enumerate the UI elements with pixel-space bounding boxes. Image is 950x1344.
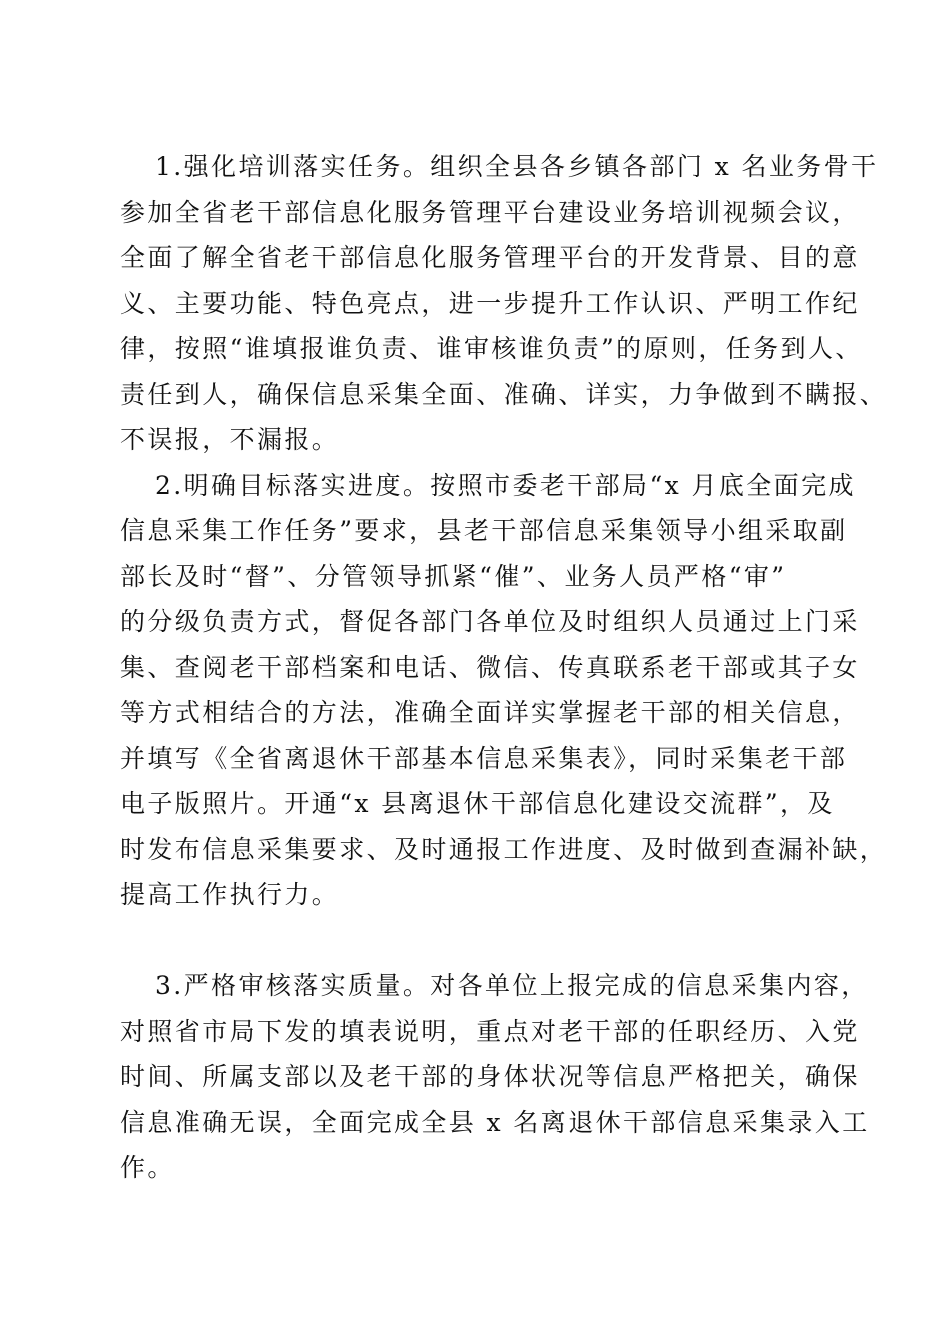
paragraph-line: 时间、所属支部以及老干部的身体状况等信息严格把关，确保	[120, 1062, 860, 1091]
paragraph-line: 集、查阅老干部档案和电话、微信、传真联系老干部或其子女	[120, 652, 860, 682]
paragraph-line	[120, 918, 840, 964]
paragraph-training	[120, 144, 888, 463]
paragraph-line: 3.严格审核落实质量。对各单位上报完成的信息采集内容，	[155, 971, 869, 1000]
paragraph-line: 作。	[120, 1153, 175, 1182]
paragraph-line: 部长及时“督”、分管领导抓紧“催”、业务人员严格“审”	[120, 561, 787, 591]
paragraph-line: 不误报，不漏报。	[120, 425, 340, 454]
paragraph-line: 的分级负责方式，督促各部门各单位及时组织人员通过上门采	[120, 607, 860, 636]
paragraph-progress	[120, 463, 888, 964]
paragraph-line: 1.强化培训落实任务。组织全县各乡镇各部门 x 名业务骨干	[155, 152, 879, 181]
paragraph-line: 律，按照“谁填报谁负责、谁审核谁负责”的原则，任务到人、	[120, 334, 863, 363]
paragraph-line: 信息采集工作任务”要求，县老干部信息采集领导小组采取副	[120, 516, 848, 545]
paragraph-line: 2.明确目标落实进度。按照市委老干部局“x 月底全面完成	[155, 470, 856, 500]
paragraph-line: 全面了解全省老干部信息化服务管理平台的开发背景、目的意	[120, 243, 860, 272]
paragraph-line: 对照省市局下发的填表说明，重点对老干部的任职经历、入党	[120, 1016, 860, 1046]
paragraph-line: 时发布信息采集要求、及时通报工作进度、及时做到查漏补缺，	[120, 834, 888, 864]
paragraph-line: 提高工作执行力。	[120, 880, 340, 909]
document-body	[120, 144, 888, 1191]
paragraph-line: 责任到人，确保信息采集全面、准确、详实，力争做到不瞒报、	[120, 379, 888, 409]
paragraph-line: 义、主要功能、特色亮点，进一步提升工作认识、严明工作纪	[120, 288, 860, 318]
paragraph-line: 电子版照片。开通“x 县离退休干部信息化建设交流群”，及	[120, 789, 835, 818]
paragraph-quality	[120, 963, 870, 1191]
paragraph-line: 参加全省老干部信息化服务管理平台建设业务培训视频会议，	[120, 197, 860, 227]
paragraph-line: 并填写《全省离退休干部基本信息采集表》，同时采集老干部	[120, 743, 848, 773]
paragraph-line: 信息准确无误，全面完成全县 x 名离退休干部信息采集录入工	[120, 1107, 870, 1137]
paragraph-line: 等方式相结合的方法，准确全面详实掌握老干部的相关信息，	[120, 698, 860, 727]
